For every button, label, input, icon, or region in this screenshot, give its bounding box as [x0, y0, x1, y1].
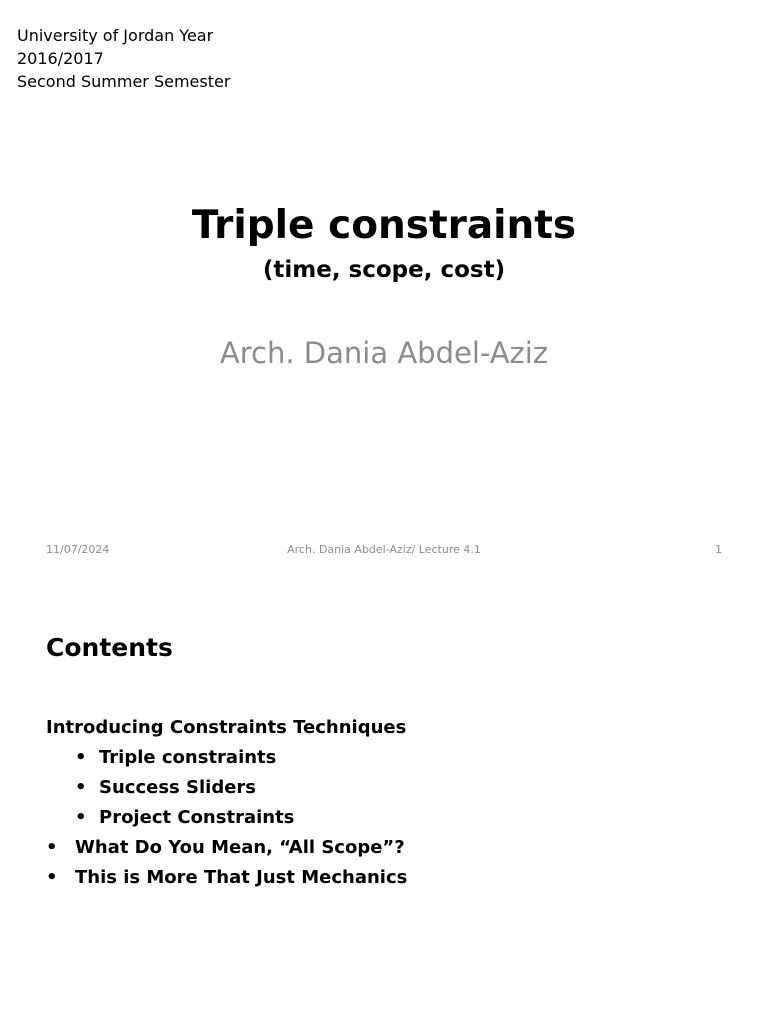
author-name: Arch. Dania Abdel-Aziz — [219, 336, 549, 370]
bullet-icon: • — [46, 867, 58, 888]
slide-title: Triple constraints — [191, 203, 577, 248]
slide-subtitle: (time, scope, cost) — [262, 257, 506, 283]
footer-date: 11/07/2024 — [46, 543, 110, 556]
footer-lecture: Arch. Dania Abdel-Aziz/ Lecture 4.1 — [287, 543, 481, 556]
bullet-icon: • — [75, 807, 87, 828]
university-line: University of Jordan Year — [17, 26, 214, 45]
bullet-icon: • — [75, 777, 87, 798]
contents-title: Contents — [46, 633, 173, 662]
list-item-text: Introducing Constraints Techniques — [46, 717, 407, 738]
list-item-text: Project Constraints — [99, 807, 295, 828]
university-line: 2016/2017 — [17, 49, 104, 68]
slide-footer — [0, 543, 768, 557]
bullet-icon: • — [46, 837, 58, 858]
university-header — [17, 24, 230, 93]
university-line: Second Summer Semester — [17, 72, 231, 91]
list-item-text: This is More That Just Mechanics — [75, 867, 408, 888]
footer-page-number: 1 — [715, 543, 722, 556]
list-item-text: What Do You Mean, “All Scope”? — [75, 837, 405, 858]
list-item-text: Triple constraints — [99, 747, 277, 768]
bullet-icon: • — [75, 747, 87, 768]
list-item-text: Success Sliders — [99, 777, 257, 798]
